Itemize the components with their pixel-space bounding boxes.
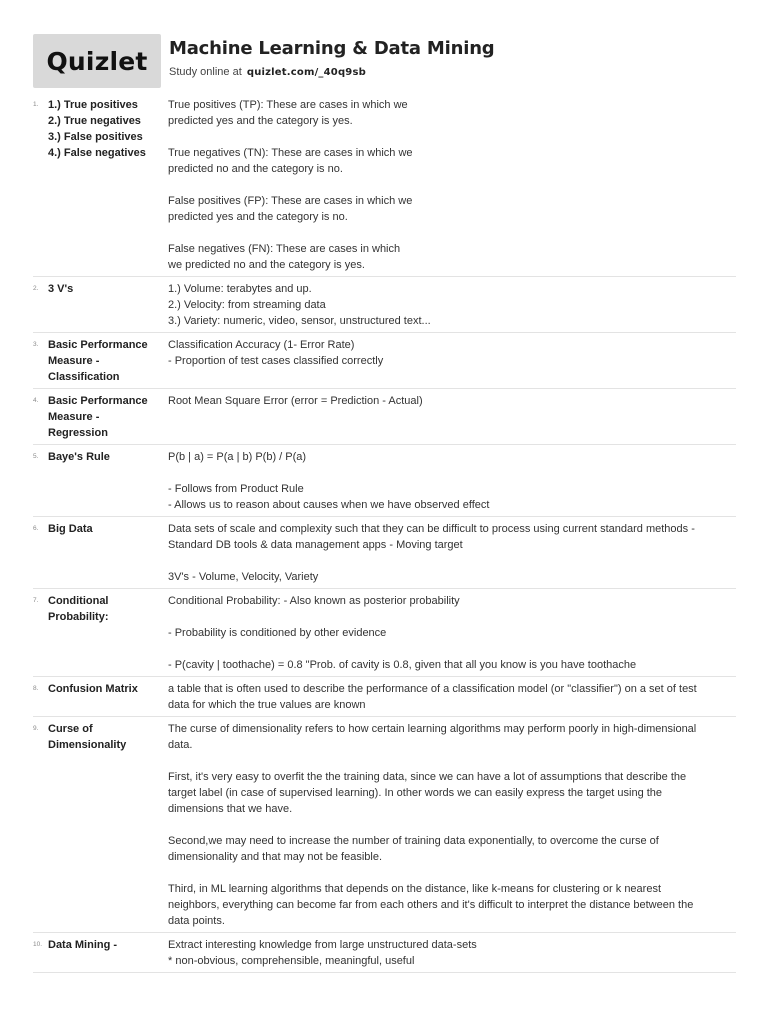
card-definition: 1.) Volume: terabytes and up. 2.) Velocity: from streaming data 3.) Variety: numeric, video, sensor, unstructured text... <box>168 283 431 327</box>
card-term: Big Data <box>48 523 93 535</box>
flashcard-list <box>33 93 736 973</box>
card-term: Confusion Matrix <box>48 683 138 695</box>
study-prefix: Study online at <box>169 66 242 78</box>
flashcard-row <box>33 389 736 445</box>
card-definition: True positives (TP): These are cases in which we predicted yes and the category is yes. True negatives (TN): These are cases in which we predicted no and the category is no. False positives (FP): These are cases in which we predicted yes and the category is no. False negatives (FN): These are cases in which we predicted no and the category is yes. <box>168 99 413 271</box>
card-definition: Extract interesting knowledge from large unstructured data-sets * non-obvious, comprehensible, meaningful, useful <box>168 939 477 967</box>
card-term: 1.) True positives 2.) True negatives 3.) False positives 4.) False negatives <box>48 99 146 159</box>
card-number: 2. <box>33 285 39 292</box>
card-definition: The curse of dimensionality refers to how certain learning algorithms may perform poorly in high-dimensional data. First, it's very easy to overfit the the training data, since we can have a lot of assumptions that describe the target label (in case of supervised learning). In other words we can easily express the target using the dimensions that we have. Second,we may need to increase the number of training data exponentially, to overcome the curse of dimensionality and that may not be feasible. Third, in ML learning algorithms that depends on the distance, like k-means for clustering or k nearest neighbors, everything can become far from each others and it's difficult to interpret the distance between the data points. <box>168 723 697 927</box>
logo-text: Quizlet <box>46 46 148 76</box>
card-number: 5. <box>33 453 39 460</box>
card-number: 1. <box>33 101 39 108</box>
card-number: 7. <box>33 597 39 604</box>
card-term: Conditional Probability: <box>48 595 109 623</box>
page-title: Machine Learning & Data Mining <box>169 38 495 59</box>
card-term: Curse of Dimensionality <box>48 723 127 751</box>
card-term: Baye's Rule <box>48 451 110 463</box>
card-term: Basic Performance Measure - Classification <box>48 339 148 383</box>
title-block <box>169 38 495 78</box>
card-definition: P(b | a) = P(a | b) P(b) / P(a) - Follows from Product Rule - Allows us to reason about causes when we have observed effect <box>168 451 490 511</box>
study-url-link[interactable]: quizlet.com/_40q9sb <box>246 67 366 78</box>
card-definition: Classification Accuracy (1- Error Rate) - Proportion of test cases classified correctly <box>168 339 384 367</box>
card-number: 9. <box>33 725 39 732</box>
quizlet-logo <box>33 34 161 88</box>
study-online-line <box>169 66 495 78</box>
card-number: 6. <box>33 525 39 532</box>
card-term: Basic Performance Measure - Regression <box>48 395 148 439</box>
card-term: Data Mining - <box>48 939 118 951</box>
page-header <box>33 34 736 90</box>
flashcard-row <box>33 677 736 717</box>
flashcard-row <box>33 933 736 973</box>
card-number: 4. <box>33 397 39 404</box>
card-definition: Conditional Probability: - Also known as posterior probability - Probability is conditioned by other evidence - P(cavity | toothache) = 0.8 "Prob. of cavity is 0.8, given that all you know is you have toothache <box>168 595 637 671</box>
flashcard-row <box>33 717 736 933</box>
card-number: 10. <box>33 941 43 948</box>
flashcard-row <box>33 445 736 517</box>
flashcard-row <box>33 589 736 677</box>
flashcard-row <box>33 517 736 589</box>
card-number: 8. <box>33 685 39 692</box>
flashcard-row <box>33 277 736 333</box>
card-term: 3 V's <box>48 283 74 295</box>
card-definition: Data sets of scale and complexity such that they can be difficult to process using current standard methods - Standard DB tools & data management apps - Moving target 3V's - Volume, Velocity, Variety <box>168 523 695 583</box>
flashcard-row <box>33 93 736 277</box>
card-definition: a table that is often used to describe the performance of a classification model (or "classifier") on a set of test data for which the true values are known <box>168 683 697 711</box>
card-number: 3. <box>33 341 39 348</box>
flashcard-row <box>33 333 736 389</box>
card-definition: Root Mean Square Error (error = Prediction - Actual) <box>168 395 423 407</box>
